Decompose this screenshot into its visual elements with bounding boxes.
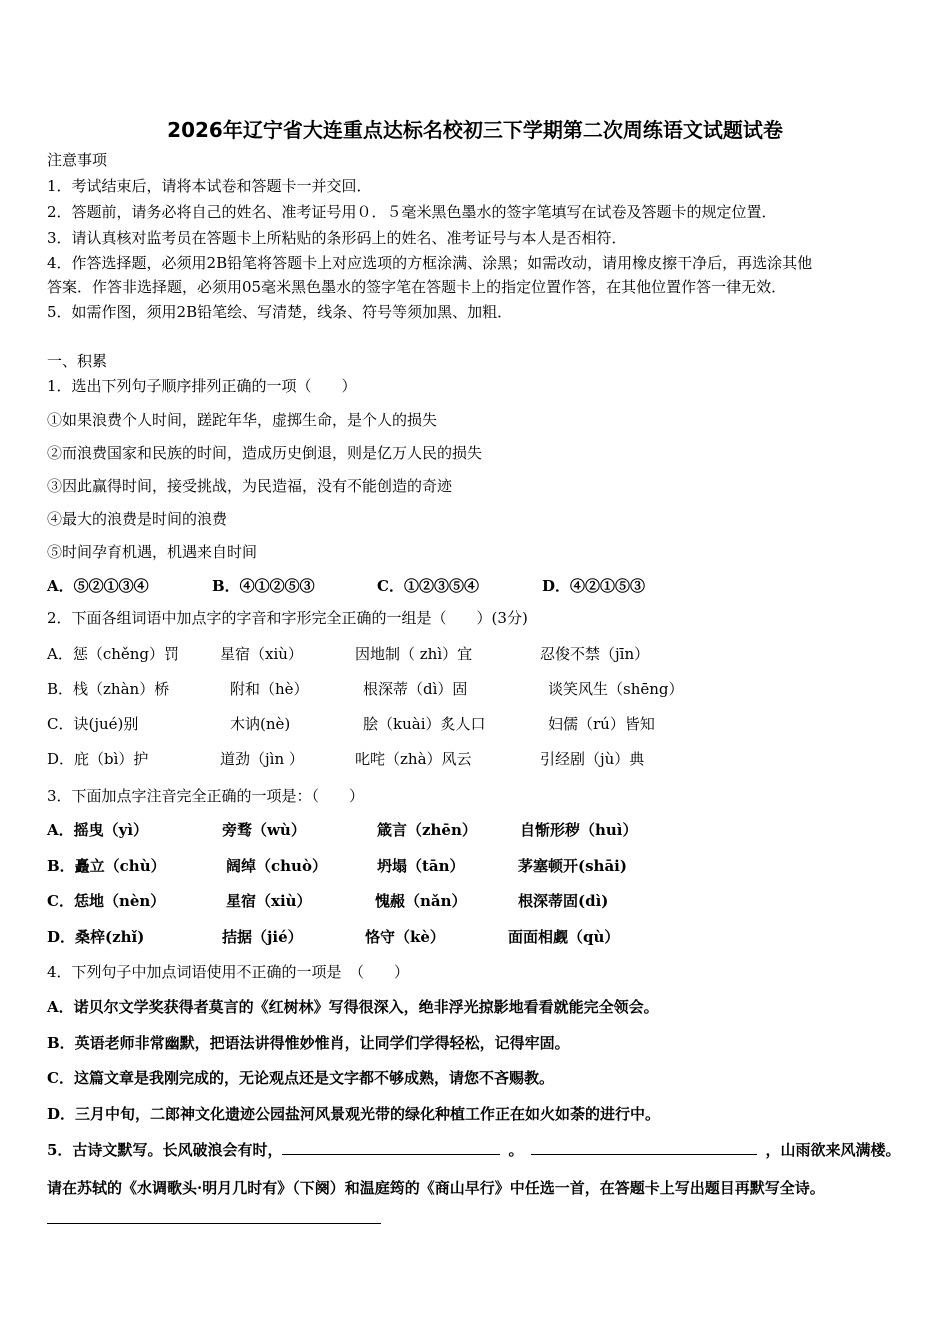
q2-cell: 妇儒（rú）皆知 — [548, 715, 655, 733]
q5-mid: 。 — [508, 1141, 524, 1159]
q3-cell: 旁骛（wù） — [222, 821, 306, 839]
q5-blank-2[interactable] — [531, 1140, 757, 1155]
q3-cell: 星宿（xiù） — [226, 892, 312, 910]
q5-stem-b: ，山雨欲来风满楼。 — [765, 1141, 901, 1159]
q3-cell: 自惭形秽（huì） — [520, 821, 638, 839]
q1-option-c[interactable]: C．①②③⑤④ — [377, 577, 479, 595]
q2-cell: 叱咤（zhà）风云 — [355, 750, 472, 768]
q5-blank-1[interactable] — [282, 1140, 500, 1155]
q3-cell: 愧赧（nǎn） — [375, 892, 467, 910]
q4-option-b[interactable]: B．英语老师非常幽默，把语法讲得惟妙惟肖，让同学们学得轻松，记得牢固。 — [47, 1034, 570, 1052]
page-title: 2026年辽宁省大连重点达标名校初三下学期第二次周练语文试题试卷 — [167, 118, 783, 142]
q1-stem: 1．选出下列句子顺序排列正确的一项（ ） — [47, 377, 357, 395]
q2-cell: 因地制（ zhì）宜 — [355, 645, 473, 663]
q2-stem: 2．下面各组词语中加点字的字音和字形完全正确的一组是（ ）(3分) — [47, 609, 528, 627]
notice-item: 1．考试结束后，请将本试卷和答题卡一并交回． — [47, 177, 372, 195]
q2-cell: 忍俊不禁（jīn） — [540, 645, 650, 663]
q2-cell: B．栈（zhàn）桥 — [47, 680, 170, 698]
q3-cell: 面面相觑（qù） — [508, 928, 620, 946]
q5-stem-a: 5．古诗文默写。长风破浪会有时， — [47, 1141, 283, 1159]
q4-option-d[interactable]: D．三月中旬，二郎神文化遗迹公园盐河风景观光带的绿化种植工作正在如火如荼的进行中。 — [47, 1105, 661, 1123]
section-heading: 一、积累 — [47, 352, 108, 370]
q3-cell: 拮据（jié） — [222, 928, 303, 946]
q1-sentence: ⑤时间孕育机遇，机遇来自时间 — [47, 543, 258, 561]
notice-heading: 注意事项 — [47, 151, 108, 169]
q3-cell: B．矗立（chù） — [47, 857, 166, 875]
q3-cell: 根深蒂固(dì) — [518, 892, 609, 910]
q2-cell: C．诀(jué)别 — [47, 715, 139, 733]
answer-line[interactable] — [47, 1223, 381, 1224]
q3-cell: 茅塞顿开(shāi) — [518, 857, 627, 875]
q3-cell: C．恁地（nèn） — [47, 892, 166, 910]
notice-item: 4．作答选择题，必须用2B铅笔将答题卡上对应选项的方框涂满、涂黑；如需改动，请用橡皮擦干净后，再选涂其他 — [47, 254, 813, 272]
q2-cell: 根深蒂（dì）固 — [363, 680, 468, 698]
notice-item: 5．如需作图，须用2B铅笔绘、写清楚，线条、符号等须加黑、加粗． — [47, 303, 513, 321]
q1-option-b[interactable]: B．④①②⑤③ — [212, 577, 315, 595]
q3-cell: 箴言（zhēn） — [377, 821, 477, 839]
q5-line — [47, 1140, 900, 1160]
notice-item: 答案．作答非选择题，必须用05毫米黑色墨水的签字笔在答题卡上的指定位置作答，在其他位置作答一律无效． — [47, 278, 787, 296]
q1-option-d[interactable]: D．④②①⑤③ — [542, 577, 646, 595]
q1-sentence: ①如果浪费个人时间，蹉跎年华，虚掷生命，是个人的损失 — [47, 411, 438, 429]
q3-cell: A．摇曳（yì） — [47, 821, 149, 839]
q4-stem: 4．下列句子中加点词语使用不正确的一项是 （ ） — [47, 963, 410, 981]
q1-sentence: ④最大的浪费是时间的浪费 — [47, 510, 228, 528]
notice-item: 2．答题前，请务必将自己的姓名、准考证号用０．５毫米黑色墨水的签字笔填写在试卷及答题卡的规定位置． — [47, 203, 777, 221]
q2-cell: A．惩（chěng）罚 — [47, 645, 180, 663]
notice-item: 3．请认真核对监考员在答题卡上所粘贴的条形码上的姓名、准考证号与本人是否相符． — [47, 229, 627, 247]
q5-line2: 请在苏轼的《水调歌头·明月几时有》（下阕）和温庭筠的《商山早行》中任选一首，在答题卡上写出题目再默写全诗。 — [47, 1179, 825, 1197]
q2-cell: 引经剧（jù）典 — [540, 750, 645, 768]
q2-cell: 星宿（xiù） — [220, 645, 303, 663]
q3-cell: 坍塌（tān） — [377, 857, 465, 875]
q3-cell: 恪守（kè） — [365, 928, 445, 946]
q2-cell: 木讷(nè) — [230, 715, 291, 733]
q4-option-a[interactable]: A．诺贝尔文学奖获得者莫言的《红树林》写得很深入，绝非浮光掠影地看看就能完全领会。 — [47, 998, 659, 1016]
q1-sentence: ③因此赢得时间，接受挑战，为民造福，没有不能创造的奇迹 — [47, 477, 453, 495]
q1-sentence: ②而浪费国家和民族的时间，造成历史倒退，则是亿万人民的损失 — [47, 444, 483, 462]
q1-option-a[interactable]: A．⑤②①③④ — [47, 577, 149, 595]
q2-cell: 附和（hè） — [230, 680, 309, 698]
q3-cell: 阔绰（chuò） — [226, 857, 327, 875]
q2-cell: 道劲（jìn ） — [220, 750, 304, 768]
q2-cell: 谈笑风生（shēng） — [548, 680, 684, 698]
q2-cell: 脍（kuài）炙人口 — [363, 715, 486, 733]
q3-stem: 3．下面加点字注音完全正确的一项是：（ ） — [47, 787, 365, 805]
q3-cell: D．桑梓(zhǐ) — [47, 928, 145, 946]
q2-cell: D．庇（bì）护 — [47, 750, 149, 768]
q4-option-c[interactable]: C．这篇文章是我刚完成的，无论观点还是文字都不够成熟，请您不吝赐教。 — [47, 1069, 554, 1087]
